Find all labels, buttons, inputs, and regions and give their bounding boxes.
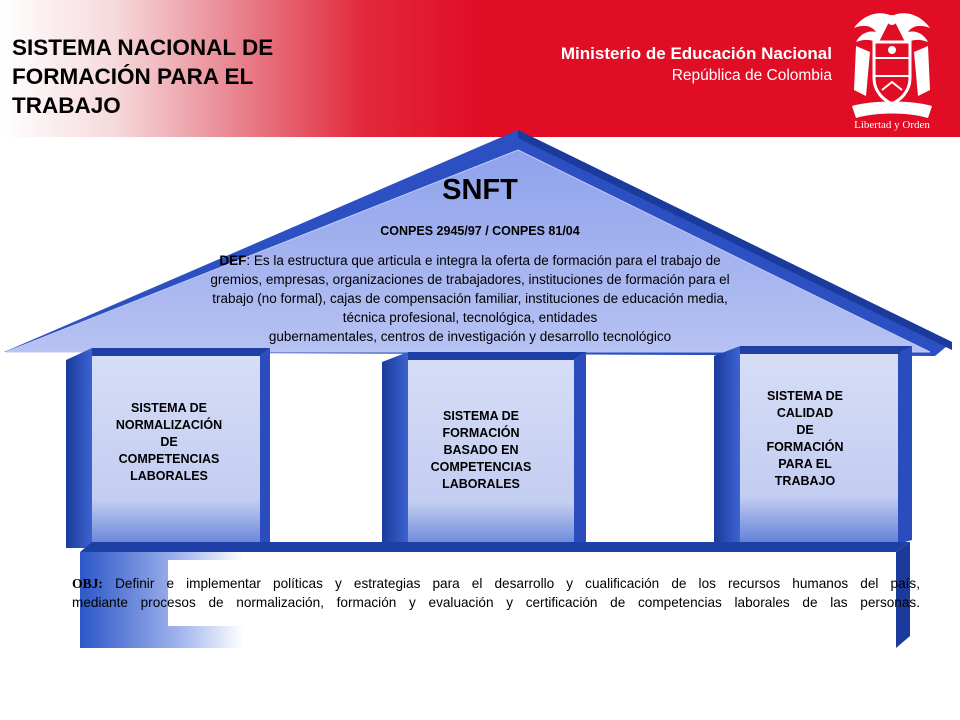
pillar-2-line-3: BASADO EN	[443, 443, 519, 457]
page-title-line-1: SISTEMA NACIONAL DE	[12, 35, 274, 60]
definition-line-4: técnica profesional, tecnológica, entidades	[342, 310, 598, 325]
pillar-3-line-4: FORMACIÓN	[766, 440, 844, 454]
definition-line-3: trabajo (no formal), cajas de compensación familiar, instituciones de educación media,	[212, 291, 728, 306]
objective-line-1	[72, 574, 920, 593]
page-title-line-2: FORMACIÓN PARA EL	[12, 64, 254, 89]
pillar-1-line-1: SISTEMA DE	[131, 401, 207, 415]
pillar-2-label	[396, 408, 566, 493]
objective-text	[72, 574, 920, 612]
ministry-name: Ministerio de Educación Nacional	[560, 44, 832, 63]
objective-line-2: mediante procesos de normalización, formación y evaluación y certificación de competencias laborales de las personas.	[72, 595, 920, 610]
definition-label: DEF	[219, 253, 247, 268]
objective-line-1-text: Definir e implementar políticas y estrategias para el desarrollo y cualificación de los recursos humanos del país,	[102, 576, 920, 591]
pillar-2-line-4: COMPETENCIAS	[430, 460, 532, 474]
pillar-3-line-1: SISTEMA DE	[767, 389, 843, 403]
objective-label: OBJ:	[72, 576, 103, 591]
pillar-1-label	[84, 400, 254, 485]
pillar-1-line-3: DE	[160, 435, 178, 449]
pillar-2-line-1: SISTEMA DE	[443, 409, 519, 423]
republic-name: República de Colombia	[671, 67, 832, 84]
page-title-line-3: TRABAJO	[12, 93, 121, 118]
pillar-2-line-5: LABORALES	[442, 477, 520, 491]
pillar-2-line-2: FORMACIÓN	[442, 426, 520, 440]
definition-line-2: gremios, empresas, organizaciones de trabajadores, instituciones de formación para el	[210, 272, 730, 287]
pillar-3-label	[720, 388, 890, 490]
definition-line-1: : Es la estructura que articula e integra la oferta de formación para el trabajo de	[246, 253, 721, 268]
snft-title: SNFT	[442, 174, 518, 206]
pillar-1-line-5: LABORALES	[130, 469, 208, 483]
definition-line-5: gubernamentales, centros de investigación y desarrollo tecnológico	[268, 329, 672, 344]
pillar-3-line-6: TRABAJO	[774, 474, 836, 488]
pillar-1-line-2: NORMALIZACIÓN	[115, 418, 223, 432]
pillar-3-line-5: PARA EL	[778, 457, 832, 471]
conpes-reference: CONPES 2945/97 / CONPES 81/04	[380, 224, 580, 238]
definition-text	[150, 251, 790, 346]
pillar-3-line-2: CALIDAD	[776, 406, 834, 420]
emblem-motto: Libertad y Orden	[854, 119, 930, 131]
pillar-1-line-4: COMPETENCIAS	[118, 452, 220, 466]
pillar-3-line-3: DE	[796, 423, 814, 437]
